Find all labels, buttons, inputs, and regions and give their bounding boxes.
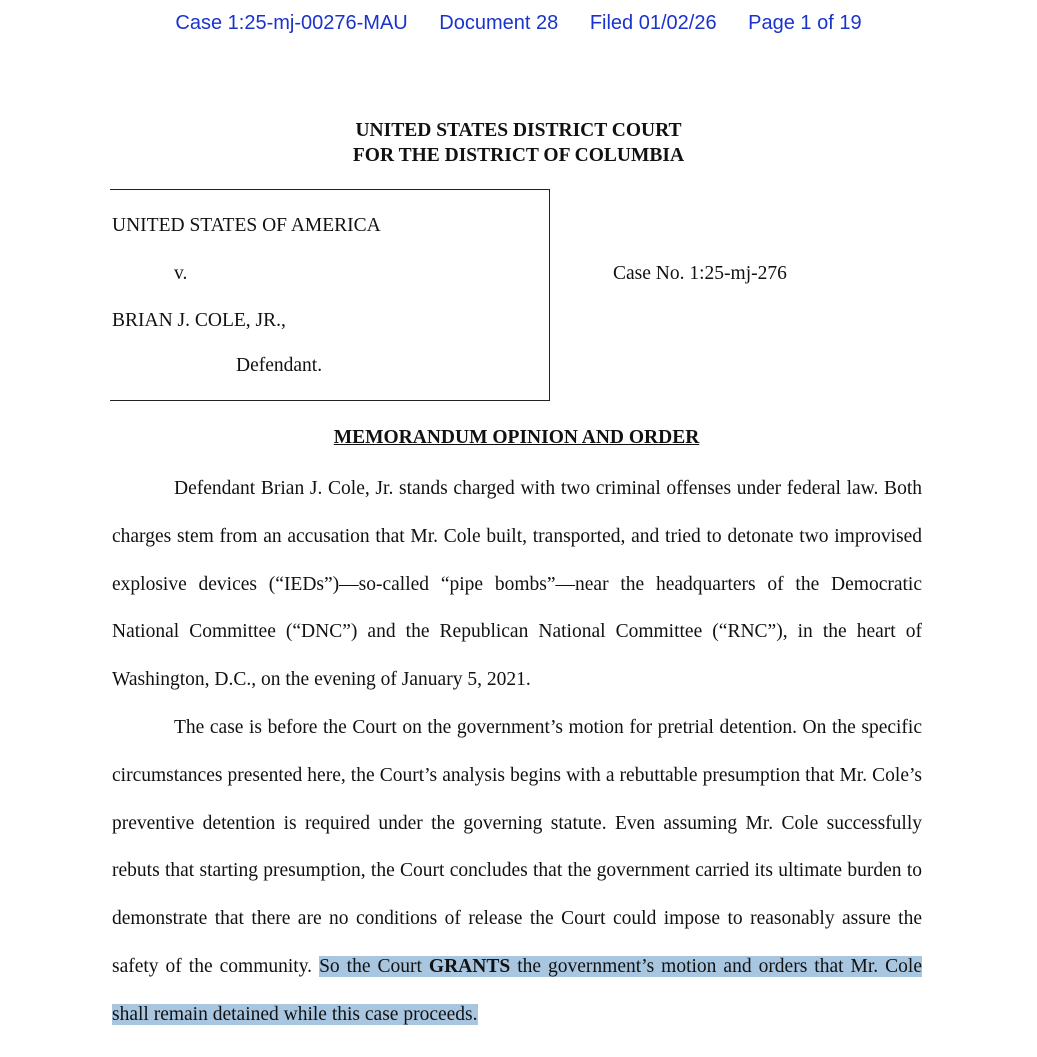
court-heading bbox=[0, 118, 1037, 168]
ecf-header-stamp bbox=[0, 12, 1037, 35]
paragraph-1: Defendant Brian J. Cole, Jr. stands charged with two criminal offenses under federal law. Both charges stem from an accusation that Mr. Cole built, transported, and tried to detonate two improvised explosive devices (“IEDs”)—so-called “pipe bombs”—near the headquarters of the Democratic National Committee (“DNC”) and the Republican National Committee (“RNC”), in the heart of Washington, D.C., on the evening of January 5, 2021. bbox=[112, 478, 922, 691]
ruling-text-end: the government’s motion and orders that Mr. Cole shall remain detained while this case proceeds. bbox=[112, 955, 922, 1025]
ruling-text-start: So the Court bbox=[319, 955, 429, 977]
document-title: MEMORANDUM OPINION AND ORDER bbox=[333, 427, 700, 448]
caption-defendant: BRIAN J. COLE, JR., bbox=[112, 310, 286, 331]
paragraph-2 bbox=[112, 704, 922, 1039]
page-count-stamp: Page 1 of 19 bbox=[748, 12, 862, 34]
caption-case-number: Case No. 1:25-mj-276 bbox=[613, 263, 787, 284]
ruling-grants: GRANTS bbox=[428, 955, 511, 977]
court-name: UNITED STATES DISTRICT COURT bbox=[355, 120, 682, 141]
paragraph-2-text: The case is before the Court on the government’s motion for pretrial detention. On the specific circumstances presented here, the Court’s analysis begins with a rebuttable presumption that Mr. Cole’s preventive detention is required under the governing statute. Even assuming Mr. Cole successfully rebuts that starting presumption, the Court concludes that the government carried its ultimate burden to demonstrate that there are no conditions of release the Court could impose to reasonably assure the safety of the community. bbox=[112, 716, 922, 977]
opinion-body bbox=[112, 465, 922, 1039]
caption-plaintiff: UNITED STATES OF AMERICA bbox=[112, 215, 381, 236]
caption-versus: v. bbox=[174, 263, 188, 284]
case-number-stamp: Case 1:25-mj-00276-MAU bbox=[175, 12, 408, 34]
court-district: FOR THE DISTRICT OF COLUMBIA bbox=[352, 145, 685, 166]
caption-defendant-role: Defendant. bbox=[236, 355, 323, 376]
document-number-stamp: Document 28 bbox=[439, 12, 559, 34]
filed-date-stamp: Filed 01/02/26 bbox=[589, 12, 717, 34]
